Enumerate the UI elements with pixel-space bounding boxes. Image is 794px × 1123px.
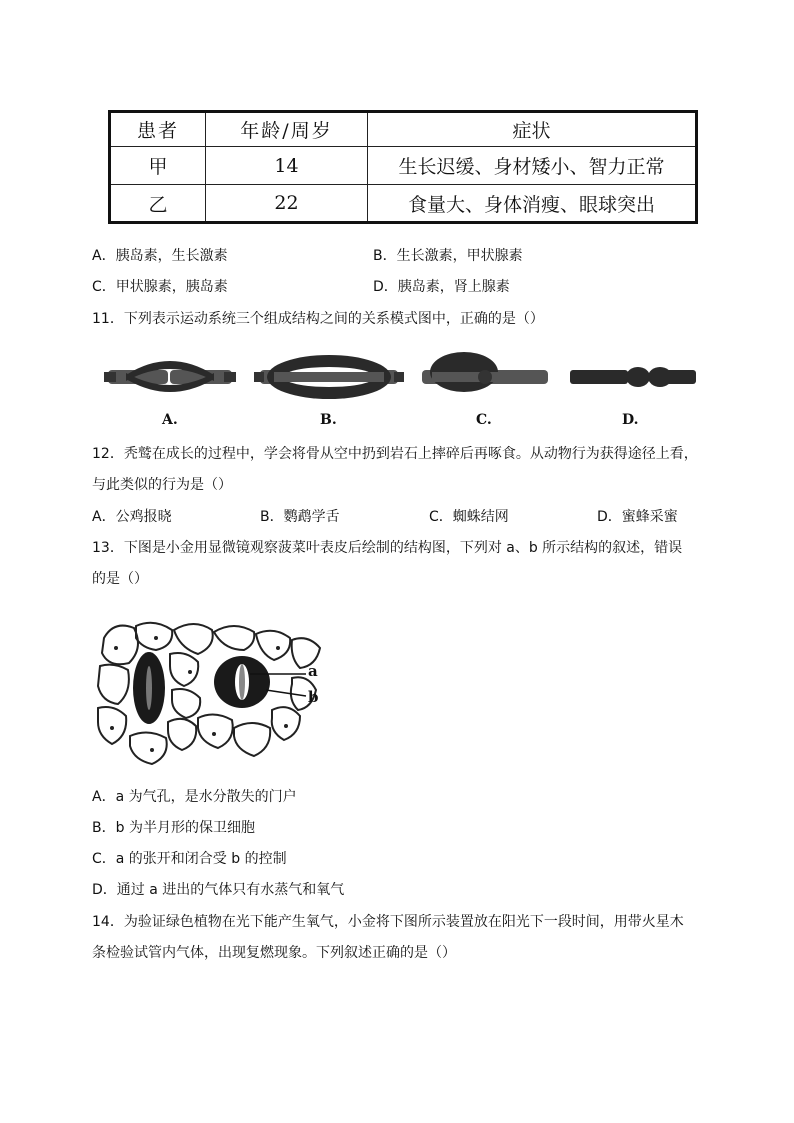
table-cell-age: 14 (206, 147, 368, 185)
joint-model-d (570, 367, 696, 387)
leaf-epidermis-figure (94, 618, 334, 766)
joint-models-svg (104, 345, 700, 410)
q12-stem-line1: 12．秃鹫在成长的过程中，学会将骨从空中扔到岩石上摔碎后再啄食。从动物行为获得途径上看， (92, 446, 698, 462)
q14-stem-line2: 条检验试管内气体，出现复燃现象。下列叙述正确的是（） (92, 945, 456, 961)
q12-option-c: C．蜘蛛结网 (429, 509, 509, 525)
q14-stem-line1: 14．为验证绿色植物在光下能产生氧气，小金将下图所示装置放在阳光下一段时间，用带火星木 (92, 914, 684, 930)
q13-stem-line1: 13．下图是小金用显微镜观察菠菜叶表皮后绘制的结构图，下列对 a、b 所示结构的叙述，错误 (92, 540, 683, 556)
q10-option-b: B．生长激素，甲状腺素 (373, 248, 523, 264)
joint-model-b (254, 355, 404, 399)
q13-option-a: A．a 为气孔，是水分散失的门户 (92, 789, 297, 805)
table-cell-age: 22 (206, 185, 368, 221)
table-cell-symptom: 生长迟缓、身材矮小、智力正常 (368, 147, 695, 185)
label-b: b (308, 688, 319, 706)
table-header-age: 年龄/周岁 (206, 113, 368, 147)
joint-model-a (104, 361, 236, 392)
q13-stem-line2: 的是（） (92, 571, 148, 587)
q13-option-c: C．a 的张开和闭合受 b 的控制 (92, 851, 287, 867)
symptom-table (108, 110, 698, 224)
joint-label-d: D. (622, 412, 639, 428)
table-header-symptom: 症状 (368, 113, 695, 147)
joint-model-figures (104, 345, 700, 435)
q13-option-d: D．通过 a 进出的气体只有水蒸气和氧气 (92, 882, 345, 898)
q12-option-a: A．公鸡报晓 (92, 509, 172, 525)
q10-option-d: D．胰岛素，肾上腺素 (373, 279, 510, 295)
joint-label-c: C. (476, 412, 492, 428)
table-cell-symptom: 食量大、身体消瘦、眼球突出 (407, 193, 655, 216)
joint-label-a: A. (162, 412, 178, 428)
table-cell-patient: 乙 (111, 185, 206, 221)
table-header-patient: 患者 (111, 113, 206, 147)
q11-stem: 11．下列表示运动系统三个组成结构之间的关系模式图中，正确的是（） (92, 311, 544, 327)
label-a: a (308, 662, 318, 680)
stomata-drawing (94, 618, 334, 766)
table-cell-patient: 甲 (111, 147, 206, 185)
joint-model-c (422, 352, 548, 392)
q13-option-b: B．b 为半月形的保卫细胞 (92, 820, 255, 836)
q10-option-a: A．胰岛素，生长激素 (92, 248, 228, 264)
q12-option-d: D．蜜蜂采蜜 (597, 509, 678, 525)
q12-stem-line2: 与此类似的行为是（） (92, 477, 232, 493)
joint-label-b: B. (320, 412, 337, 428)
q12-option-b: B．鹦鹉学舌 (260, 509, 340, 525)
q10-option-c: C．甲状腺素，胰岛素 (92, 279, 228, 295)
